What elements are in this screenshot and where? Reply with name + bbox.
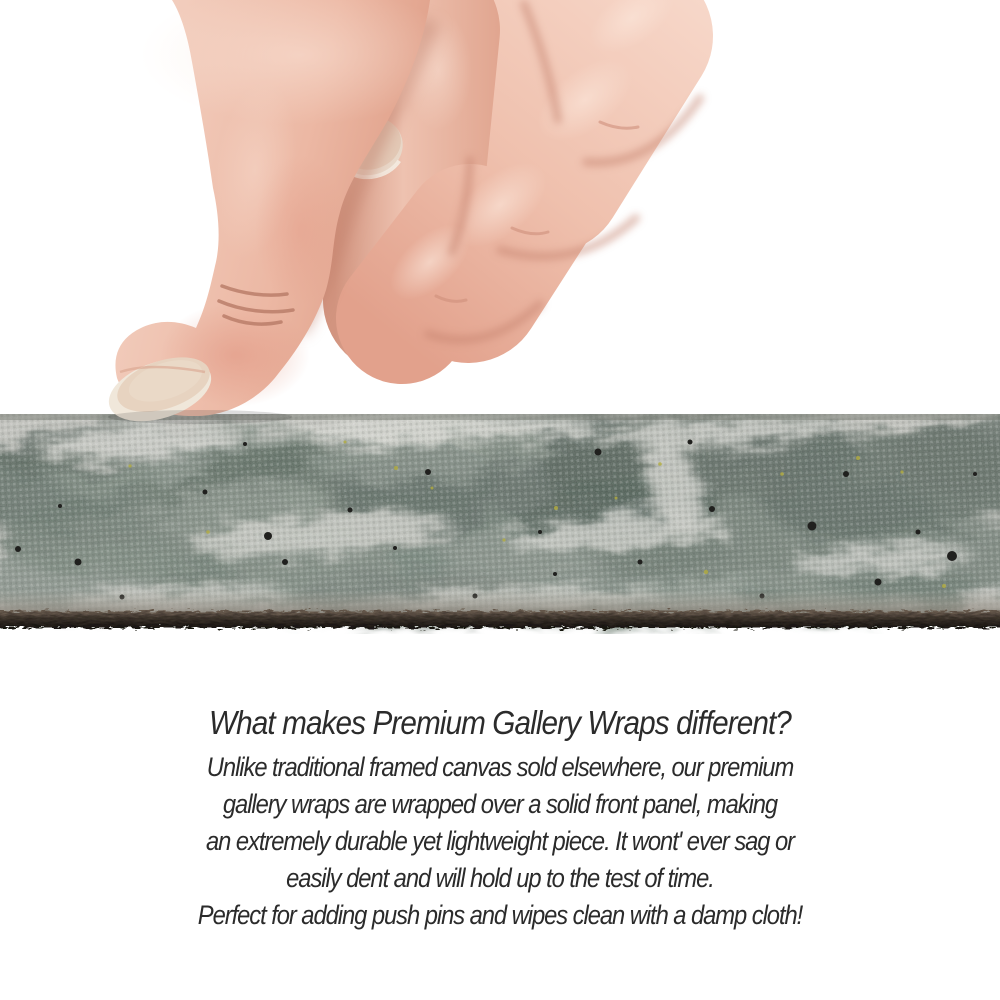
caption-line-1: Unlike traditional framed canvas sold elsewhere, our premium	[206, 752, 794, 782]
contact-shadow	[108, 410, 292, 424]
canvas-edge-photo	[0, 414, 1000, 634]
canvas-texture	[0, 414, 1000, 632]
caption-line-4: easily dent and will hold up to the test of time.	[286, 863, 714, 893]
caption-line-5: Perfect for adding push pins and wipes clean with a damp cloth!	[197, 900, 803, 930]
caption-line-3: an extremely durable yet lightweight piece. It wont' ever sag or	[205, 826, 795, 856]
caption	[0, 632, 1000, 934]
panel-edge	[0, 611, 1000, 628]
caption-line-2: gallery wraps are wrapped over a solid front panel, making	[222, 789, 778, 819]
hand-photo	[0, 0, 1000, 424]
caption-heading: What makes Premium Gallery Wraps different?	[209, 704, 791, 741]
